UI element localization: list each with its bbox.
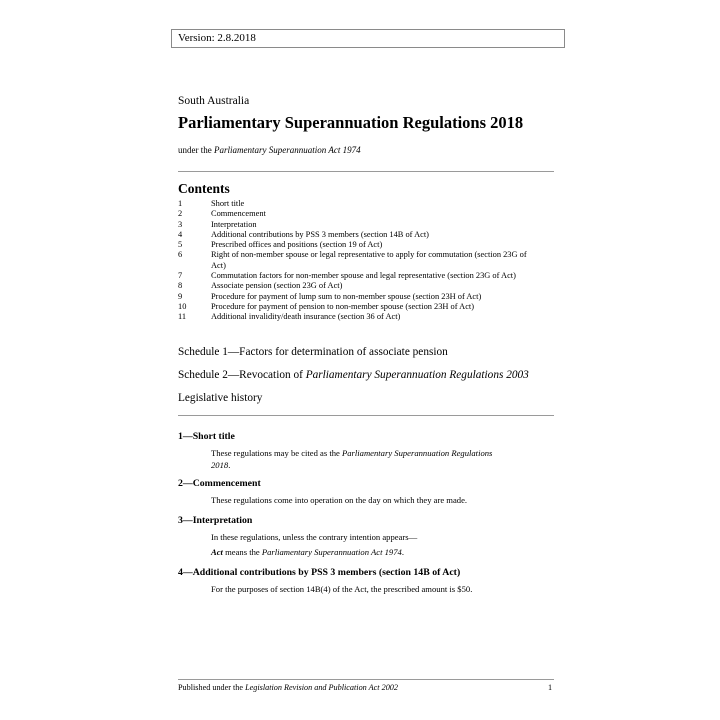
- toc-item[interactable]: [178, 271, 554, 281]
- enabling-act-title: Parliamentary Superannuation Act 1974: [214, 145, 361, 155]
- toc-number: 1: [178, 199, 183, 208]
- section-4-body: For the purposes of section 14B(4) of the Act, the prescribed amount is $50.: [211, 584, 473, 594]
- toc-item[interactable]: [178, 209, 554, 219]
- toc-item[interactable]: [178, 220, 554, 230]
- toc-number: 8: [178, 281, 183, 291]
- toc-number: 2: [178, 209, 183, 219]
- footer-publication-line: [178, 683, 398, 692]
- toc-title: Associate pension (section 23G of Act): [211, 281, 343, 291]
- toc-title: Short title: [211, 199, 245, 208]
- toc-title: Procedure for payment of lump sum to non-member spouse (section 23H of Act): [211, 291, 482, 301]
- toc-title: Interpretation: [211, 219, 257, 229]
- section-3-heading: 3—Interpretation: [178, 515, 253, 526]
- toc-item[interactable]: [178, 250, 554, 271]
- toc-item[interactable]: [178, 281, 554, 291]
- section-2-heading: 2—Commencement: [178, 478, 261, 489]
- toc-item[interactable]: [178, 302, 554, 312]
- toc-number: 5: [178, 240, 183, 250]
- toc-title: Right of non-member spouse or legal representative to apply for commutation (section 23G of Act): [211, 250, 527, 270]
- section-3-body: In these regulations, unless the contrary intention appears—: [211, 532, 418, 542]
- enabling-act-line: [178, 145, 361, 155]
- section-1-body: [211, 448, 511, 471]
- toc-title: Commutation factors for non-member spouse and legal representative (section 23G of Act): [211, 271, 516, 281]
- toc-schedule-1[interactable]: Schedule 1—Factors for determination of associate pension: [178, 346, 448, 358]
- toc-title: Commencement: [211, 209, 266, 219]
- toc-item[interactable]: [178, 199, 554, 209]
- toc-number: 3: [178, 219, 183, 229]
- definition-suffix: .: [401, 547, 404, 557]
- document-title: Parliamentary Superannuation Regulations 2018: [178, 113, 524, 132]
- toc-number: 6: [178, 250, 183, 260]
- toc-title: Prescribed offices and positions (section 19 of Act): [211, 240, 383, 250]
- divider: [178, 171, 554, 172]
- toc-item[interactable]: [178, 240, 554, 250]
- version-label: Version: 2.8.2018: [171, 29, 565, 48]
- toc-title: Additional invalidity/death insurance (section 36 of Act): [211, 312, 401, 322]
- page-number: 1: [548, 683, 553, 692]
- footer-divider: [178, 679, 554, 680]
- footer-prefix: Published under the: [178, 683, 246, 692]
- table-of-contents: [178, 199, 554, 323]
- toc-number: 7: [178, 271, 183, 281]
- toc-title: Procedure for payment of pension to non-member spouse (section 23H of Act): [211, 301, 475, 311]
- toc-item[interactable]: [178, 312, 554, 322]
- enabling-act-prefix: under the: [178, 145, 214, 155]
- section-4-heading: 4—Additional contributions by PSS 3 members (section 14B of Act): [178, 567, 461, 578]
- section-3-definition: [211, 547, 531, 559]
- section-1-suffix: .: [228, 459, 231, 470]
- toc-number: 9: [178, 291, 183, 301]
- section-2-body: These regulations come into operation on the day on which they are made.: [211, 495, 468, 505]
- toc-title: Additional contributions by PSS 3 members (section 14B of Act): [211, 229, 429, 239]
- divider: [178, 415, 554, 416]
- schedule-2-prefix: Schedule 2—Revocation of: [178, 369, 306, 381]
- definition-act: Parliamentary Superannuation Act 1974: [261, 547, 402, 557]
- toc-item[interactable]: [178, 230, 554, 240]
- footer-act: Legislation Revision and Publication Act 2002: [245, 683, 398, 692]
- section-1-citation: Parliamentary Superannuation Regulations 2018: [211, 448, 493, 470]
- section-1-heading: 1—Short title: [178, 431, 235, 442]
- defined-term: Act: [211, 547, 223, 557]
- toc-number: 11: [178, 312, 187, 322]
- toc-item[interactable]: [178, 292, 554, 302]
- schedule-2-title: Parliamentary Superannuation Regulations 2003: [305, 369, 529, 381]
- toc-schedule-2[interactable]: [178, 369, 529, 381]
- toc-number: 10: [178, 301, 187, 311]
- section-1-text: These regulations may be cited as the: [211, 448, 343, 458]
- toc-legislative-history[interactable]: Legislative history: [178, 392, 263, 404]
- definition-text: means the: [222, 547, 262, 557]
- jurisdiction: South Australia: [178, 95, 250, 107]
- toc-number: 4: [178, 229, 183, 239]
- contents-heading: Contents: [178, 181, 230, 196]
